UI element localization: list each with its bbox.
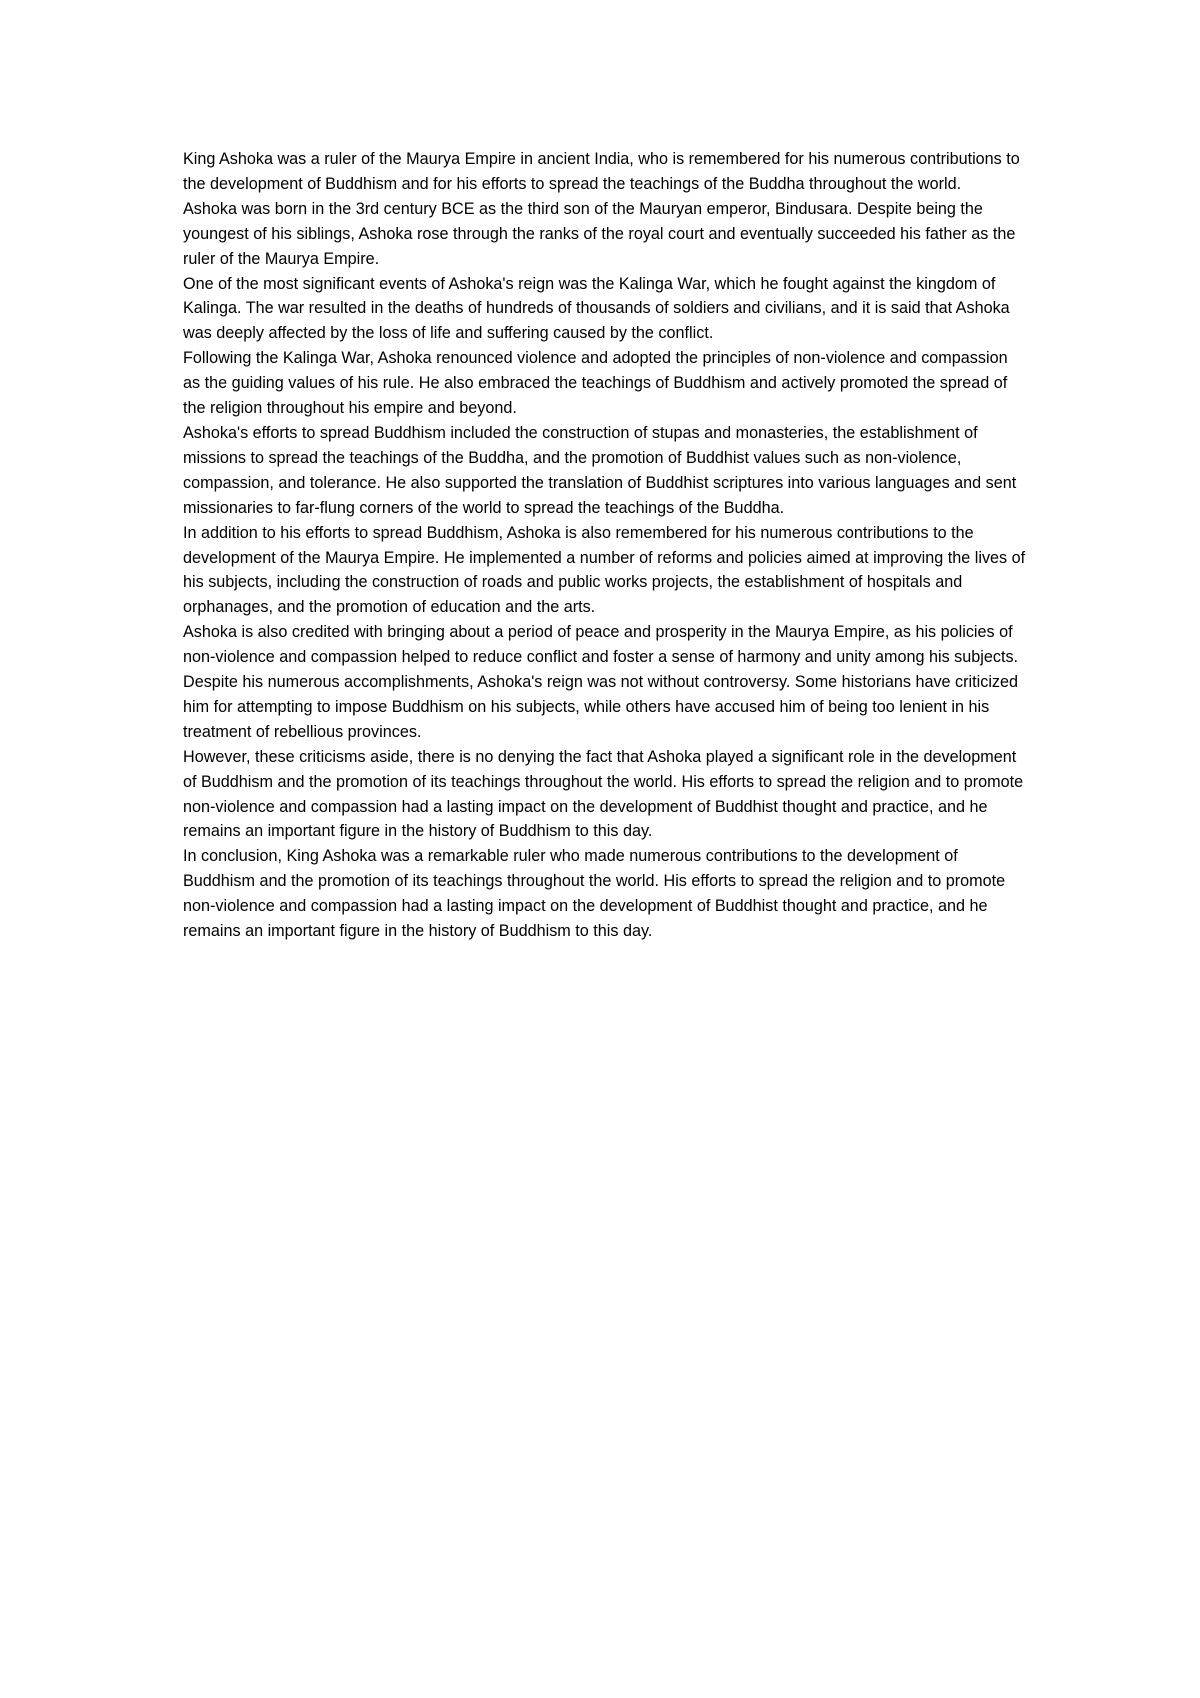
paragraph-controversy: Despite his numerous accomplishments, Ashoka's reign was not without controversy. Some historians have criticized him for attempting to impose Buddhism on his subjects, while others have accused him of being too lenient in his treatment of rebellious provinces. xyxy=(183,673,1019,741)
paragraph-early-life: Ashoka was born in the 3rd century BCE as the third son of the Mauryan emperor, Bindusara. Despite being the youngest of his siblings, Ashoka rose through the ranks of the royal court and eventually succeeded his father as the ruler of the Maurya Empire. xyxy=(183,199,1016,268)
paragraph-renunciation: Following the Kalinga War, Ashoka renounced violence and adopted the principles of non-violence and compassion as the guiding values of his rule. He also embraced the teachings of Buddhism and actively promoted the spread of the religion throughout his empire and beyond. xyxy=(183,349,1008,418)
paragraph-intro: King Ashoka was a ruler of the Maurya Empire in ancient India, who is remembered for his numerous contributions to the development of Buddhism and for his efforts to spread the teachings of the Buddha throughout the world. xyxy=(183,150,1020,193)
document-body xyxy=(183,147,1028,944)
paragraph-kalinga-war: One of the most significant events of Ashoka's reign was the Kalinga War, which he fought against the kingdom of Kalinga. The war resulted in the deaths of hundreds of thousands of soldiers and civilians, and it is said that Ashoka was deeply affected by the loss of life and suffering caused by the conflict. xyxy=(183,274,1010,343)
paragraph-conclusion: In conclusion, King Ashoka was a remarkable ruler who made numerous contributions to the development of Buddhism and the promotion of its teachings throughout the world. His efforts to spread the religion and to promote non-violence and compassion had a lasting impact on the development of Buddhist thought and practice, and he remains an important figure in the history of Buddhism to this day. xyxy=(183,847,1006,941)
paragraph-peace-prosperity: Ashoka is also credited with bringing about a period of peace and prosperity in the Maurya Empire, as his policies of non-violence and compassion helped to reduce conflict and foster a sense of harmony and unity among his subjects. xyxy=(183,623,1019,667)
paragraph-spread-buddhism: Ashoka's efforts to spread Buddhism included the construction of stupas and monasteries, the establishment of missions to spread the teachings of the Buddha, and the promotion of Buddhist values such as non-violence, compassion, and tolerance. He also supported the translation of Buddhist scriptures into various languages and sent missionaries to far-flung corners of the world to spread the teachings of the Buddha. xyxy=(183,423,1017,517)
paragraph-legacy: However, these criticisms aside, there is no denying the fact that Ashoka played a significant role in the development of Buddhism and the promotion of its teachings throughout the world. His efforts to spread the religion and to promote non-violence and compassion had a lasting impact on the development of Buddhist thought and practice, and he remains an important figure in the history of Buddhism to this day. xyxy=(183,747,1024,841)
paragraph-empire-development: In addition to his efforts to spread Buddhism, Ashoka is also remembered for his numerous contributions to the development of the Maurya Empire. He implemented a number of reforms and policies aimed at improving the lives of his subjects, including the construction of roads and public works projects, the establishment of hospitals and orphanages, and the promotion of education and the arts. xyxy=(183,523,1026,617)
